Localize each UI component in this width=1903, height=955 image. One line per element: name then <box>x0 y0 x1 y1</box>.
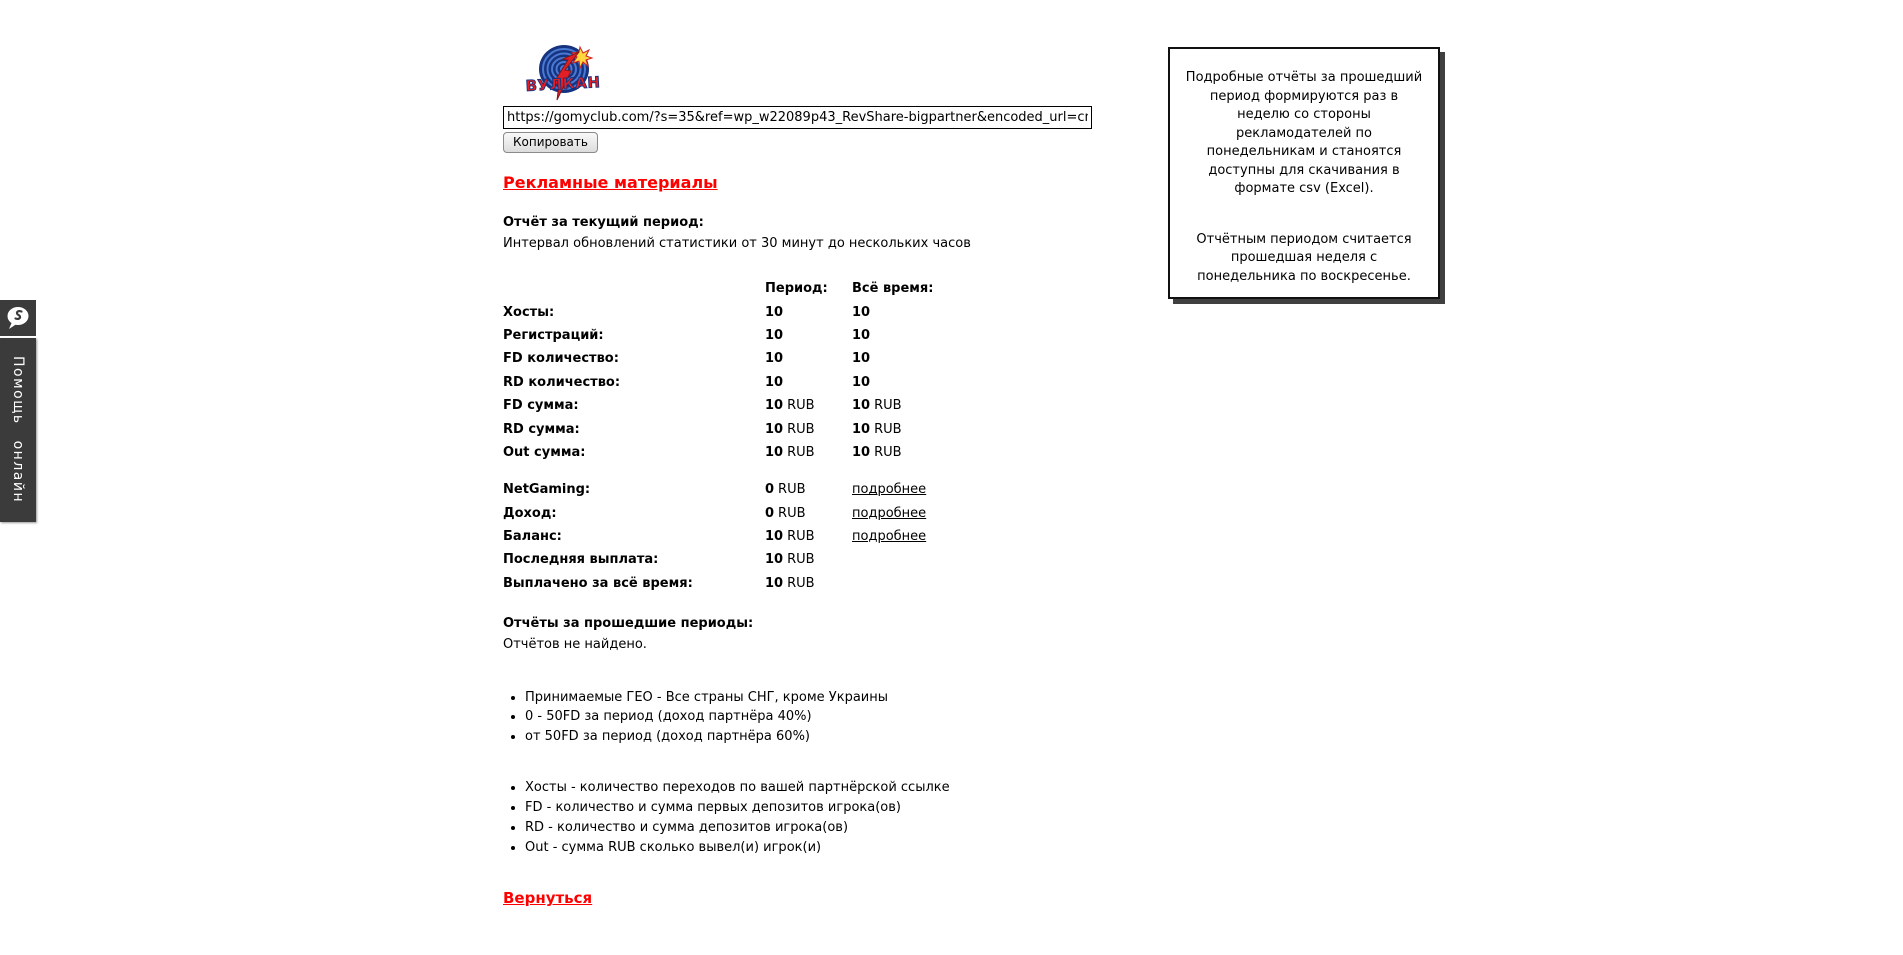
summary-value: 10 RUB <box>765 575 815 591</box>
row-label: Регистраций: <box>503 327 604 343</box>
alltime-value: 10 <box>852 374 871 390</box>
glossary-list <box>503 778 1143 857</box>
period-value: 10 RUB <box>765 421 815 437</box>
referral-url-input[interactable] <box>503 106 1092 129</box>
list-item: • Out - сумма RUB сколько вывел(и) игрок(и) <box>525 838 1143 858</box>
past-reports-title: Отчёты за прошедшие периоды: <box>503 616 754 632</box>
row-label: FD количество: <box>503 351 619 367</box>
period-value: 10 RUB <box>765 444 815 460</box>
list-item: • 0 - 50FD за период (доход партнёра 40%) <box>525 707 1143 726</box>
speech-bubble-s-icon <box>5 305 31 331</box>
row-label: Выплачено за всё время: <box>503 575 693 591</box>
period-value: 10 <box>765 351 784 367</box>
details-link-balance[interactable]: подробнее <box>852 529 927 545</box>
list-item: • от 50FD за период (доход партнёра 60%) <box>525 727 1143 746</box>
row-label: NetGaming: <box>503 482 591 498</box>
column-header-period: Период: <box>765 281 828 297</box>
details-link-netgaming[interactable]: подробнее <box>852 482 927 498</box>
alltime-value: 10 <box>852 351 871 367</box>
past-reports-empty: Отчётов не найдено. <box>503 637 647 653</box>
list-item: • Хосты - количество переходов по вашей партнёрской ссылке <box>525 778 1143 798</box>
main-content <box>503 44 1143 907</box>
balance-summary-table <box>503 478 1143 595</box>
period-value: 10 <box>765 304 784 320</box>
back-link[interactable]: Вернуться <box>503 889 593 908</box>
period-value: 10 RUB <box>765 398 815 414</box>
summary-value: 0 RUB <box>765 505 806 521</box>
help-online-label: Помощь онлайн <box>10 356 26 504</box>
alltime-value: 10 <box>852 304 871 320</box>
logo-wordmark: ВУЛКАН <box>525 73 601 95</box>
current-period-table <box>503 277 1143 464</box>
vulkan-logo <box>523 44 603 102</box>
current-report-title: Отчёт за текущий период: <box>503 215 704 230</box>
row-label: Баланс: <box>503 529 562 545</box>
period-value: 10 <box>765 374 784 390</box>
chat-bubble-icon[interactable] <box>0 300 36 336</box>
period-value: 10 <box>765 327 784 343</box>
alltime-value: 10 <box>852 327 871 343</box>
alltime-value: 10 RUB <box>852 421 902 437</box>
row-label: FD сумма: <box>503 398 579 414</box>
info-box-paragraph-1: Подробные отчёты за прошедший период формируются раз в неделю со стороны рекламодателей по понедельникам и станоятся доступны для скачивания в формате csv (Excel). <box>1185 70 1423 196</box>
summary-value: 0 RUB <box>765 482 806 498</box>
summary-value: 10 RUB <box>765 552 815 568</box>
copy-button[interactable]: Копировать <box>503 132 598 153</box>
column-header-alltime: Всё время: <box>852 281 934 297</box>
row-label: Последняя выплата: <box>503 552 659 568</box>
row-label: Доход: <box>503 505 557 521</box>
row-label: RD сумма: <box>503 421 580 437</box>
details-link-income[interactable]: подробнее <box>852 505 927 521</box>
help-online-tab[interactable] <box>0 338 36 522</box>
help-chat-widget[interactable] <box>0 300 36 522</box>
row-label: Out сумма: <box>503 444 586 460</box>
summary-value: 10 RUB <box>765 529 815 545</box>
info-box-paragraph-2: Отчётным периодом считается прошедшая неделя с понедельника по воскресенье. <box>1196 231 1412 284</box>
alltime-value: 10 RUB <box>852 444 902 460</box>
list-item: • FD - количество и сумма первых депозитов игрока(ов) <box>525 798 1143 818</box>
promo-materials-link[interactable]: Рекламные материалы <box>503 173 718 192</box>
terms-list <box>503 688 1143 746</box>
list-item: • RD - количество и сумма депозитов игрока(ов) <box>525 818 1143 838</box>
current-report-subtitle: Интервал обновлений статистики от 30 минут до нескольких часов <box>503 236 971 251</box>
row-label: RD количество: <box>503 374 621 390</box>
list-item: • Принимаемые ГЕО - Все страны СНГ, кроме Украины <box>525 688 1143 707</box>
alltime-value: 10 RUB <box>852 398 902 414</box>
row-label: Хосты: <box>503 304 555 320</box>
reports-info-box <box>1168 47 1440 299</box>
